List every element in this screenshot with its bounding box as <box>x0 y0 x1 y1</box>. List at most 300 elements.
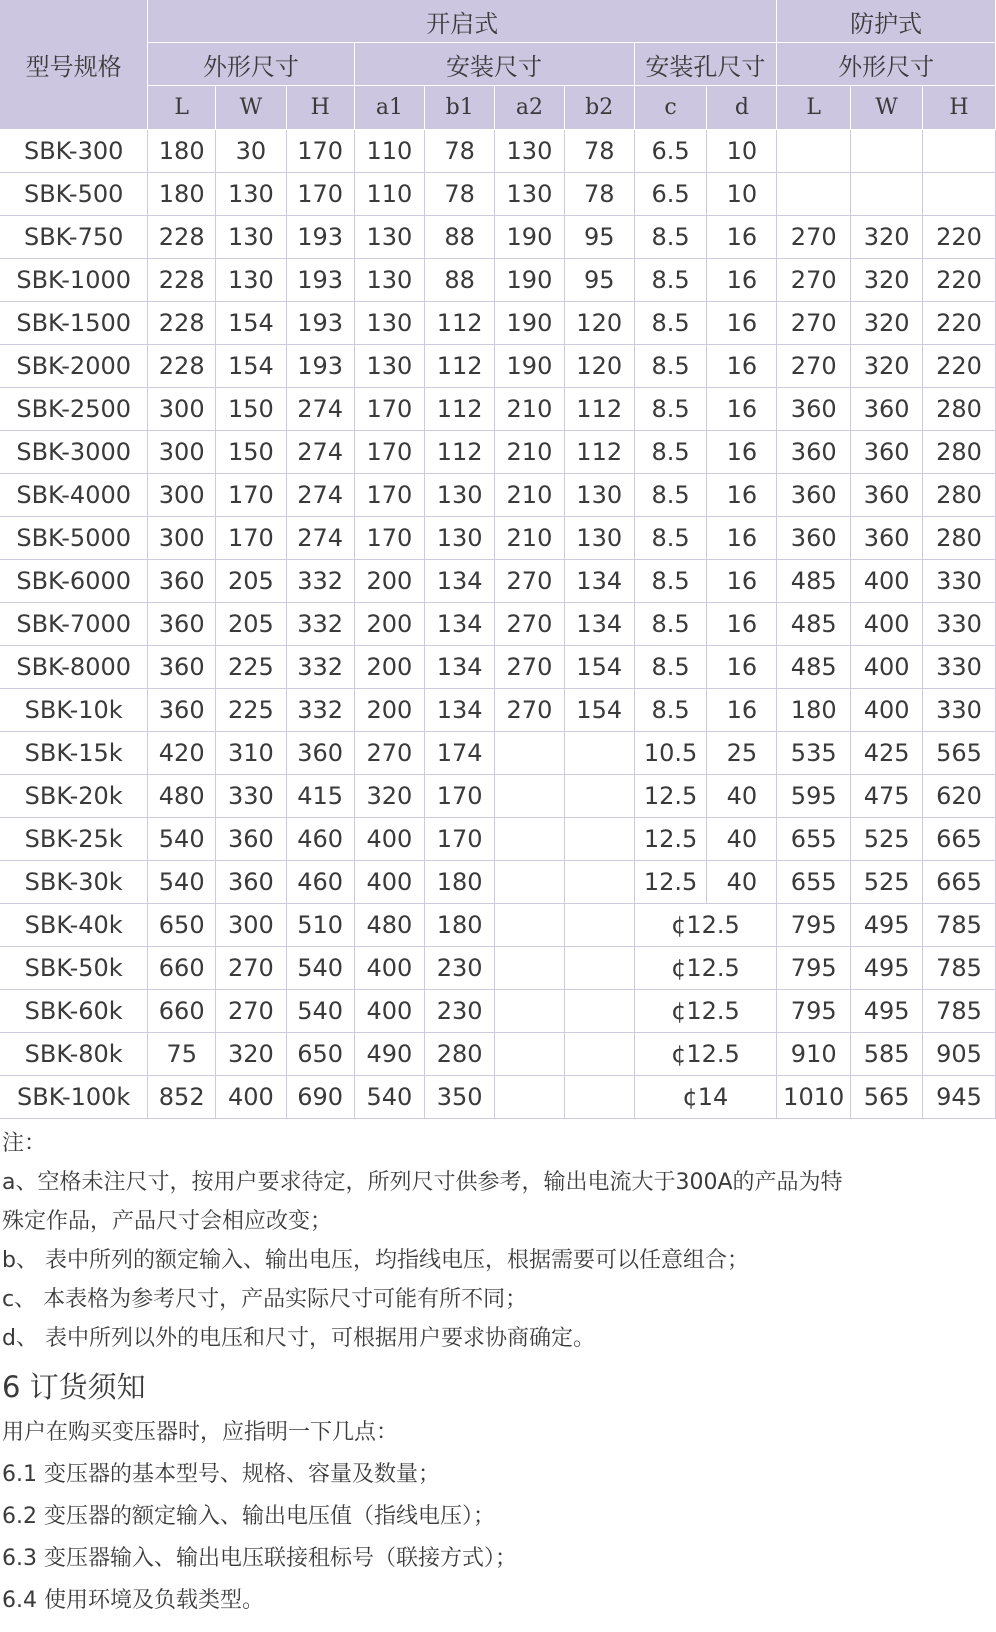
table-row <box>0 130 996 173</box>
table-cell: 16 <box>707 345 777 388</box>
table-cell: 565 <box>851 1076 923 1119</box>
column-header: a1 <box>354 86 425 130</box>
table-cell: 180 <box>148 173 216 216</box>
model-cell: SBK-300 <box>0 130 148 173</box>
note-b: b、 表中所列的额定输入、输出电压，均指线电压，根据需要可以任意组合； <box>2 1248 749 1273</box>
table-cell: 360 <box>777 431 851 474</box>
table-cell: 565 <box>923 732 996 775</box>
table-cell: 190 <box>495 216 565 259</box>
note-a-line1: a、空格未注尺寸，按用户要求待定，所列尺寸供参考，输出电流大于300A的产品为特 <box>2 1170 843 1195</box>
order-section-title: 6 订货须知 <box>2 1370 146 1404</box>
model-cell: SBK-6000 <box>0 560 148 603</box>
table-cell: 200 <box>354 560 425 603</box>
table-cell: 280 <box>923 388 996 431</box>
column-header: a2 <box>495 86 565 130</box>
table-cell: 154 <box>564 646 634 689</box>
table-cell <box>495 732 565 775</box>
table-cell: 134 <box>425 603 495 646</box>
table-cell: 360 <box>851 431 923 474</box>
table-cell: 400 <box>851 646 923 689</box>
table-cell: 400 <box>354 861 425 904</box>
table-cell: 180 <box>425 861 495 904</box>
table-cell: 332 <box>286 646 354 689</box>
table-cell: 16 <box>707 431 777 474</box>
table-cell: 300 <box>148 431 216 474</box>
column-header: b2 <box>564 86 634 130</box>
table-row <box>0 345 996 388</box>
table-cell: 320 <box>851 302 923 345</box>
table-cell: 495 <box>851 990 923 1033</box>
table-cell: 112 <box>425 431 495 474</box>
table-cell: 12.5 <box>634 861 707 904</box>
table-cell: 360 <box>148 560 216 603</box>
table-cell: 400 <box>354 990 425 1033</box>
table-cell: 78 <box>564 130 634 173</box>
hole-diameter-cell: ¢12.5 <box>634 947 777 990</box>
column-header: H <box>923 86 996 130</box>
table-cell: 540 <box>148 861 216 904</box>
table-cell: 320 <box>851 216 923 259</box>
table-cell <box>495 990 565 1033</box>
table-cell: 360 <box>148 603 216 646</box>
table-row <box>0 732 996 775</box>
table-cell: 330 <box>923 689 996 732</box>
table-cell: 660 <box>148 990 216 1033</box>
table-cell: 220 <box>923 345 996 388</box>
model-cell: SBK-80k <box>0 1033 148 1076</box>
table-cell: 460 <box>286 818 354 861</box>
table-cell: 40 <box>707 861 777 904</box>
table-cell: 225 <box>216 646 287 689</box>
table-cell: 16 <box>707 560 777 603</box>
table-cell <box>495 1076 565 1119</box>
table-cell <box>564 1076 634 1119</box>
table-cell: 180 <box>148 130 216 173</box>
header-outline: 外形尺寸 <box>148 43 354 86</box>
order-item-1: 6.1 变压器的基本型号、规格、容量及数量； <box>2 1462 440 1487</box>
table-cell <box>923 173 996 216</box>
table-cell: 945 <box>923 1076 996 1119</box>
table-cell <box>564 990 634 1033</box>
table-cell: 225 <box>216 689 287 732</box>
table-cell: 330 <box>923 603 996 646</box>
table-cell: 535 <box>777 732 851 775</box>
model-cell: SBK-4000 <box>0 474 148 517</box>
table-row <box>0 775 996 818</box>
table-cell: 228 <box>148 259 216 302</box>
table-cell: 330 <box>923 560 996 603</box>
table-cell: 8.5 <box>634 388 707 431</box>
table-cell: 16 <box>707 646 777 689</box>
table-cell <box>564 775 634 818</box>
table-cell: 332 <box>286 560 354 603</box>
table-cell: 330 <box>216 775 287 818</box>
table-cell: 910 <box>777 1033 851 1076</box>
table-cell: 10.5 <box>634 732 707 775</box>
header-hole: 安装孔尺寸 <box>634 43 777 86</box>
hole-diameter-cell: ¢12.5 <box>634 904 777 947</box>
table-cell: 134 <box>564 603 634 646</box>
table-row <box>0 818 996 861</box>
table-cell: 280 <box>923 517 996 560</box>
table-cell <box>495 904 565 947</box>
model-cell: SBK-100k <box>0 1076 148 1119</box>
table-cell: 25 <box>707 732 777 775</box>
table-cell: 130 <box>354 259 425 302</box>
table-cell: 220 <box>923 302 996 345</box>
table-cell: 170 <box>354 431 425 474</box>
table-cell: 16 <box>707 474 777 517</box>
header-install: 安装尺寸 <box>354 43 634 86</box>
table-cell: 180 <box>425 904 495 947</box>
table-cell: 785 <box>923 947 996 990</box>
table-row <box>0 990 996 1033</box>
table-cell <box>564 904 634 947</box>
model-cell: SBK-40k <box>0 904 148 947</box>
table-cell: 16 <box>707 603 777 646</box>
table-cell: 170 <box>286 173 354 216</box>
table-row <box>0 173 996 216</box>
table-cell: 134 <box>425 689 495 732</box>
table-cell: 8.5 <box>634 431 707 474</box>
table-cell: 332 <box>286 689 354 732</box>
table-cell: 540 <box>148 818 216 861</box>
table-cell: 655 <box>777 818 851 861</box>
table-cell: 130 <box>354 216 425 259</box>
table-cell: 8.5 <box>634 259 707 302</box>
model-cell: SBK-2500 <box>0 388 148 431</box>
table-cell: 785 <box>923 904 996 947</box>
table-cell: 190 <box>495 302 565 345</box>
table-cell: 16 <box>707 216 777 259</box>
column-header: L <box>777 86 851 130</box>
table-cell: 332 <box>286 603 354 646</box>
table-cell: 400 <box>851 603 923 646</box>
table-cell: 650 <box>148 904 216 947</box>
table-cell: 230 <box>425 947 495 990</box>
table-cell: 8.5 <box>634 603 707 646</box>
table-cell: 320 <box>216 1033 287 1076</box>
table-cell: 280 <box>923 431 996 474</box>
table-cell: 170 <box>354 388 425 431</box>
table-cell: 8.5 <box>634 345 707 388</box>
table-cell: 205 <box>216 603 287 646</box>
table-cell: 270 <box>495 560 565 603</box>
table-cell: 490 <box>354 1033 425 1076</box>
model-cell: SBK-30k <box>0 861 148 904</box>
table-cell: 415 <box>286 775 354 818</box>
table-cell: 595 <box>777 775 851 818</box>
table-cell: 274 <box>286 388 354 431</box>
table-cell: 40 <box>707 818 777 861</box>
header-protect-type: 防护式 <box>777 0 996 43</box>
table-cell: 360 <box>148 646 216 689</box>
table-cell: 220 <box>923 259 996 302</box>
table-cell: 274 <box>286 517 354 560</box>
table-cell: 228 <box>148 302 216 345</box>
model-cell: SBK-2000 <box>0 345 148 388</box>
table-cell <box>564 818 634 861</box>
table-cell: 16 <box>707 517 777 560</box>
table-cell: 6.5 <box>634 130 707 173</box>
table-cell: 210 <box>495 388 565 431</box>
order-intro: 用户在购买变压器时，应指明一下几点： <box>2 1420 399 1445</box>
table-cell: 112 <box>425 302 495 345</box>
table-cell: 350 <box>425 1076 495 1119</box>
table-row <box>0 603 996 646</box>
table-cell: 795 <box>777 990 851 1033</box>
table-cell: 193 <box>286 345 354 388</box>
table-row <box>0 560 996 603</box>
table-cell: 112 <box>425 345 495 388</box>
table-cell: 485 <box>777 603 851 646</box>
table-cell: 78 <box>425 173 495 216</box>
table-cell: 200 <box>354 603 425 646</box>
table-cell: 228 <box>148 345 216 388</box>
note-c: c、 本表格为参考尺寸，产品实际尺寸可能有所不同； <box>2 1287 528 1312</box>
table-cell: 585 <box>851 1033 923 1076</box>
table-cell: 300 <box>148 517 216 560</box>
table-cell: 130 <box>354 302 425 345</box>
table-cell: 170 <box>286 130 354 173</box>
table-row <box>0 259 996 302</box>
table-cell: 130 <box>354 345 425 388</box>
table-cell <box>923 130 996 173</box>
table-cell: 170 <box>425 818 495 861</box>
table-cell: 270 <box>777 345 851 388</box>
table-cell: 150 <box>216 388 287 431</box>
table-cell: 540 <box>286 990 354 1033</box>
table-cell: 200 <box>354 689 425 732</box>
table-cell: 425 <box>851 732 923 775</box>
table-cell: 400 <box>851 689 923 732</box>
table-cell: 270 <box>777 302 851 345</box>
table-cell: 280 <box>425 1033 495 1076</box>
table-row <box>0 861 996 904</box>
column-header: b1 <box>425 86 495 130</box>
table-cell: 300 <box>148 474 216 517</box>
table-cell: 795 <box>777 947 851 990</box>
table-cell: 8.5 <box>634 474 707 517</box>
table-cell: 130 <box>425 474 495 517</box>
table-cell: 400 <box>354 818 425 861</box>
table-cell: 270 <box>216 947 287 990</box>
model-cell: SBK-750 <box>0 216 148 259</box>
table-cell: 170 <box>354 474 425 517</box>
table-cell: 330 <box>923 646 996 689</box>
table-cell: 360 <box>286 732 354 775</box>
table-cell: 170 <box>216 517 287 560</box>
table-cell: 270 <box>495 603 565 646</box>
header-open-type: 开启式 <box>148 0 777 43</box>
table-cell: 475 <box>851 775 923 818</box>
table-cell: 540 <box>286 947 354 990</box>
column-header: L <box>148 86 216 130</box>
table-cell: 270 <box>777 216 851 259</box>
table-cell: 150 <box>216 431 287 474</box>
table-cell: 525 <box>851 861 923 904</box>
table-cell: 8.5 <box>634 302 707 345</box>
table-cell: 480 <box>148 775 216 818</box>
table-row <box>0 1033 996 1076</box>
table-cell: 300 <box>216 904 287 947</box>
table-cell: 16 <box>707 259 777 302</box>
table-cell: 905 <box>923 1033 996 1076</box>
table-cell: 174 <box>425 732 495 775</box>
column-header: W <box>851 86 923 130</box>
table-cell: 10 <box>707 173 777 216</box>
table-cell: 130 <box>495 130 565 173</box>
model-cell: SBK-8000 <box>0 646 148 689</box>
table-cell: 110 <box>354 130 425 173</box>
table-cell: 130 <box>216 216 287 259</box>
order-item-3: 6.3 变压器输入、输出电压联接租标号（联接方式）； <box>2 1546 517 1571</box>
table-cell: 16 <box>707 302 777 345</box>
table-cell: 274 <box>286 431 354 474</box>
table-cell: 620 <box>923 775 996 818</box>
model-cell: SBK-3000 <box>0 431 148 474</box>
table-cell: 360 <box>777 474 851 517</box>
table-cell: 320 <box>851 259 923 302</box>
table-cell: 8.5 <box>634 646 707 689</box>
note-d: d、 表中所列以外的电压和尺寸，可根据用户要求协商确定。 <box>2 1326 595 1351</box>
table-cell: 360 <box>777 388 851 431</box>
table-cell: 1010 <box>777 1076 851 1119</box>
table-cell: 8.5 <box>634 517 707 560</box>
table-cell: 190 <box>495 259 565 302</box>
table-cell: 300 <box>148 388 216 431</box>
table-cell: 12.5 <box>634 818 707 861</box>
table-cell <box>851 130 923 173</box>
table-cell: 130 <box>425 517 495 560</box>
notes-section <box>2 1124 992 1622</box>
model-cell: SBK-500 <box>0 173 148 216</box>
table-cell <box>564 732 634 775</box>
table-cell: 852 <box>148 1076 216 1119</box>
model-cell: SBK-7000 <box>0 603 148 646</box>
table-cell: 16 <box>707 388 777 431</box>
table-cell: 40 <box>707 775 777 818</box>
table-row <box>0 431 996 474</box>
table-cell: 310 <box>216 732 287 775</box>
table-cell: 650 <box>286 1033 354 1076</box>
table-cell: 205 <box>216 560 287 603</box>
table-cell: 154 <box>216 345 287 388</box>
table-cell: 10 <box>707 130 777 173</box>
table-cell: 400 <box>216 1076 287 1119</box>
header-outline-protect: 外形尺寸 <box>777 43 996 86</box>
table-cell: 480 <box>354 904 425 947</box>
table-cell: 360 <box>216 818 287 861</box>
table-cell: 75 <box>148 1033 216 1076</box>
model-cell: SBK-10k <box>0 689 148 732</box>
table-cell: 485 <box>777 560 851 603</box>
table-cell: 95 <box>564 259 634 302</box>
table-row <box>0 947 996 990</box>
table-cell: 170 <box>425 775 495 818</box>
table-cell <box>495 947 565 990</box>
table-cell <box>777 173 851 216</box>
table-cell: 130 <box>495 173 565 216</box>
table-cell: 180 <box>777 689 851 732</box>
table-cell: 210 <box>495 474 565 517</box>
table-row <box>0 904 996 947</box>
table-cell: 495 <box>851 947 923 990</box>
table-cell: 360 <box>851 517 923 560</box>
table-cell: 665 <box>923 818 996 861</box>
table-cell: 120 <box>564 302 634 345</box>
table-cell: 220 <box>923 216 996 259</box>
table-cell: 190 <box>495 345 565 388</box>
table-cell: 193 <box>286 216 354 259</box>
table-cell: 360 <box>851 388 923 431</box>
table-row <box>0 302 996 345</box>
table-cell <box>564 1033 634 1076</box>
table-row <box>0 646 996 689</box>
model-cell: SBK-60k <box>0 990 148 1033</box>
table-row <box>0 216 996 259</box>
table-cell: 112 <box>425 388 495 431</box>
table-row <box>0 474 996 517</box>
table-cell: 78 <box>425 130 495 173</box>
column-header: W <box>216 86 287 130</box>
table-cell: 228 <box>148 216 216 259</box>
table-cell: 665 <box>923 861 996 904</box>
table-cell: 6.5 <box>634 173 707 216</box>
order-item-4: 6.4 使用环境及负载类型。 <box>2 1588 264 1613</box>
column-header: d <box>707 86 777 130</box>
table-cell: 134 <box>425 560 495 603</box>
table-cell: 525 <box>851 818 923 861</box>
table-cell: 400 <box>354 947 425 990</box>
table-cell: 270 <box>495 646 565 689</box>
table-cell: 110 <box>354 173 425 216</box>
table-cell: 154 <box>564 689 634 732</box>
table-cell <box>495 775 565 818</box>
table-cell: 112 <box>564 431 634 474</box>
table-cell: 230 <box>425 990 495 1033</box>
table-cell: 280 <box>923 474 996 517</box>
table-cell <box>495 818 565 861</box>
table-cell: 95 <box>564 216 634 259</box>
table-cell: 200 <box>354 646 425 689</box>
model-cell: SBK-5000 <box>0 517 148 560</box>
table-cell: 270 <box>777 259 851 302</box>
table-cell: 510 <box>286 904 354 947</box>
table-cell: 360 <box>148 689 216 732</box>
table-cell: 134 <box>425 646 495 689</box>
table-cell: 785 <box>923 990 996 1033</box>
note-a-line2: 殊定作品，产品尺寸会相应改变； <box>2 1209 333 1234</box>
table-cell: 655 <box>777 861 851 904</box>
table-cell <box>851 173 923 216</box>
table-cell: 210 <box>495 431 565 474</box>
table-cell: 8.5 <box>634 216 707 259</box>
table-cell: 88 <box>425 259 495 302</box>
table-cell <box>564 861 634 904</box>
table-cell: 8.5 <box>634 560 707 603</box>
table-cell <box>564 947 634 990</box>
table-cell: 170 <box>354 517 425 560</box>
model-cell: SBK-50k <box>0 947 148 990</box>
header-model: 型号规格 <box>0 0 148 130</box>
table-cell: 360 <box>851 474 923 517</box>
table-cell: 170 <box>216 474 287 517</box>
table-cell: 112 <box>564 388 634 431</box>
table-cell <box>495 1033 565 1076</box>
model-cell: SBK-1000 <box>0 259 148 302</box>
hole-diameter-cell: ¢12.5 <box>634 1033 777 1076</box>
